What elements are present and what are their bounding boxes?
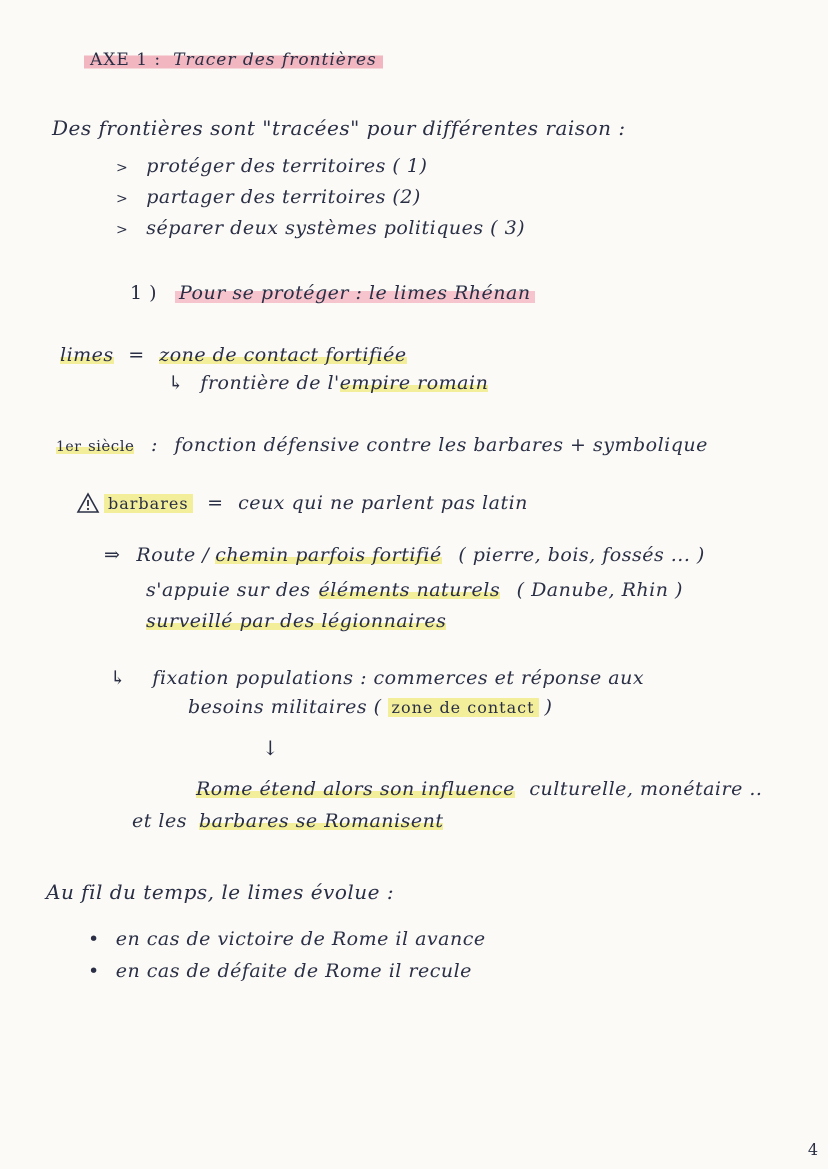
section1-heading bbox=[130, 282, 535, 304]
rome-line-1 bbox=[196, 778, 762, 800]
zone-contact-box: zone de contact bbox=[388, 698, 539, 717]
barbares-definition bbox=[104, 492, 528, 514]
bullet-marker: > bbox=[116, 222, 129, 238]
line2-post: ( Danube, Rhin ) bbox=[516, 579, 683, 601]
limes-line2 bbox=[168, 372, 488, 394]
barbares-text: ceux qui ne parlent pas latin bbox=[238, 492, 528, 514]
fixation-line1: fixation populations : commerces et réponse aux bbox=[152, 667, 645, 689]
bullet-marker: > bbox=[116, 191, 129, 207]
rome-line-2 bbox=[132, 810, 443, 832]
intro-bullet-2 bbox=[116, 186, 421, 208]
evolution-sentence: Au fil du temps, le limes évolue : bbox=[46, 880, 395, 904]
page-number: 4 bbox=[807, 1140, 818, 1159]
axe-title bbox=[84, 50, 383, 70]
section1-number: 1 ) bbox=[130, 282, 158, 304]
bullet-text: séparer deux systèmes politiques ( 3) bbox=[146, 217, 526, 239]
consequence-line-3 bbox=[146, 610, 446, 632]
line2-pre: s'appuie sur des bbox=[146, 579, 311, 601]
fixation-arrow-icon: ↳ bbox=[110, 667, 127, 689]
warning-icon bbox=[76, 492, 100, 514]
line1-pre: Route / bbox=[136, 544, 210, 566]
line1-post: ( pierre, bois, fossés ... ) bbox=[458, 544, 705, 566]
evolution-item-text: en cas de défaite de Rome il recule bbox=[115, 960, 472, 982]
limes-line2-hl: empire romain bbox=[339, 372, 489, 394]
bullet-text: protéger des territoires ( 1) bbox=[146, 155, 428, 177]
siecle-sep: : bbox=[150, 434, 158, 456]
fixation-line-1 bbox=[110, 667, 644, 689]
section1-title: Pour se protéger : le limes Rhénan bbox=[175, 282, 535, 304]
evolution-item-1 bbox=[88, 928, 486, 950]
down-arrow-icon: ↓ bbox=[262, 736, 280, 760]
line3: surveillé par des légionnaires bbox=[146, 610, 447, 632]
intro-bullet-3 bbox=[116, 217, 525, 239]
siecle-word: siècle bbox=[87, 437, 135, 455]
siecle-line bbox=[56, 434, 708, 456]
consequence-line-2 bbox=[146, 579, 683, 601]
rome-line1-hl: Rome étend alors son influence bbox=[196, 778, 515, 800]
barbares-term: barbares bbox=[104, 494, 193, 513]
rome-line2-pre: et les bbox=[132, 810, 187, 832]
fixation-line2-post: ) bbox=[544, 696, 553, 718]
evolution-item-text: en cas de victoire de Rome il avance bbox=[115, 928, 486, 950]
rome-line2-hl: barbares se Romanisent bbox=[199, 810, 444, 832]
line1-hl: chemin parfois fortifié bbox=[215, 544, 442, 566]
barbares-sep: = bbox=[207, 492, 224, 514]
intro-bullet-1 bbox=[116, 155, 427, 177]
siecle-number: 1er bbox=[56, 439, 82, 455]
bullet-dot-icon: • bbox=[88, 928, 100, 950]
siecle-label bbox=[56, 434, 134, 456]
limes-line2-pre: frontière de l' bbox=[200, 372, 340, 394]
limes-term: limes bbox=[60, 344, 114, 366]
consequence-line-1 bbox=[104, 544, 705, 566]
bullet-marker: > bbox=[116, 160, 129, 176]
limes-line1: zone de contact fortifiée bbox=[159, 344, 407, 366]
line2-hl: éléments naturels bbox=[318, 579, 501, 601]
axe-text: Tracer des frontières bbox=[167, 50, 383, 70]
fixation-line2-pre: besoins militaires ( bbox=[188, 696, 382, 718]
fixation-line-2 bbox=[188, 696, 552, 718]
limes-arrow: ↳ bbox=[168, 372, 185, 394]
intro-sentence: Des frontières sont "tracées" pour différentes raison : bbox=[52, 116, 626, 140]
double-arrow-icon: ⇒ bbox=[104, 544, 121, 566]
bullet-dot-icon: • bbox=[88, 960, 100, 982]
limes-sep: = bbox=[128, 344, 145, 366]
axe-label: AXE 1 : bbox=[84, 50, 167, 70]
rome-line1-post: culturelle, monétaire .. bbox=[529, 778, 763, 800]
bullet-text: partager des territoires (2) bbox=[146, 186, 421, 208]
evolution-item-2 bbox=[88, 960, 472, 982]
siecle-text: fonction défensive contre les barbares + symbolique bbox=[174, 434, 708, 456]
limes-definition bbox=[60, 344, 407, 366]
